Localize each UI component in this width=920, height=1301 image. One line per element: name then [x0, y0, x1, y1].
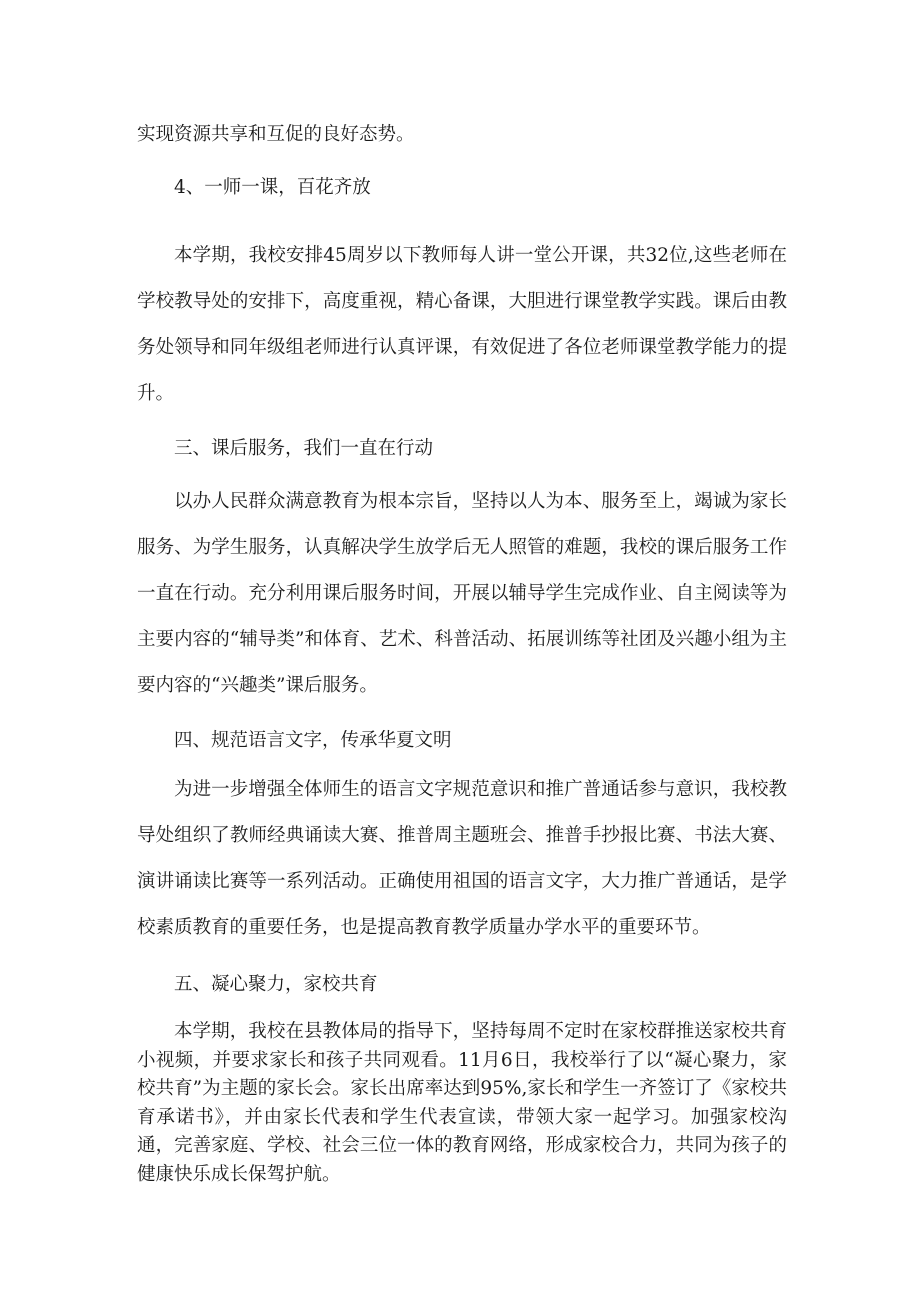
- heading-one-teacher-one-lesson: 4、一师一课，百花齐放: [174, 177, 371, 198]
- heading-after-school-service: 三、课后服务，我们一直在行动: [174, 438, 434, 459]
- heading-home-school-cooperation: 五、凝心聚力，家校共育: [174, 974, 378, 995]
- paragraph-open-lessons: 本学期，我校安排45周岁以下教师每人讲一堂公开课，共32位,这些老师在学校教导处的安排下，高度重视，精心备课，大胆进行课堂教学实践。课后由教务处领导和同年级组老师进行认真评课，有效促进了各位老师课堂教学能力的提升。: [137, 245, 787, 404]
- paragraph-language-standards: 为进一步增强全体师生的语言文字规范意识和推广普通话参与意识，我校教导处组织了教师经典诵读大赛、推普周主题班会、推普手抄报比赛、书法大赛、演讲诵读比赛等一系列活动。正确使用祖国的语言文字，大力推广普通话，是学校素质教育的重要任务，也是提高教育教学质量办学水平的重要环节。: [137, 779, 787, 938]
- paragraph-home-school-cooperation: 本学期，我校在县教体局的指导下，坚持每周不定时在家校群推送家校共育小视频，并要求家长和孩子共同观看。11月6日，我校举行了以“凝心聚力，家校共育”为主题的家长会。家长出席率达到95%,家长和学生一齐签订了《家校共育承诺书》，并由家长代表和学生代表宣读，带领大家一起学习。加强家校沟通，完善家庭、学校、社会三位一体的教育网络，形成家校合力，共同为孩子的健康快乐成长保驾护航。: [137, 1021, 787, 1185]
- heading-language-standards: 四、规范语言文字，传承华夏文明: [174, 730, 452, 751]
- paragraph-after-school-service: 以办人民群众满意教育为根本宗旨，坚持以人为本、服务至上，竭诚为家长服务、为学生服务，认真解决学生放学后无人照管的难题，我校的课后服务工作一直在行动。充分利用课后服务时间，开展以辅导学生完成作业、自主阅读等为主要内容的“辅导类”和体育、艺术、科普活动、拓展训练等社团及兴趣小组为主要内容的“兴趣类”课后服务。: [137, 491, 787, 696]
- paragraph-continuation: 实现资源共享和互促的良好态势。: [137, 124, 415, 145]
